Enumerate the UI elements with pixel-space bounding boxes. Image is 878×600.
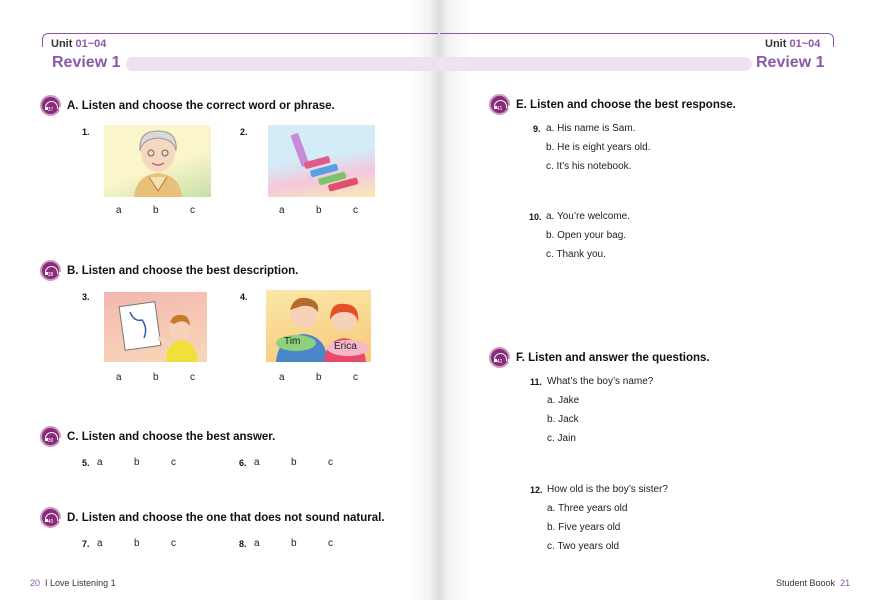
question-12-option-a[interactable]: a. Three years old: [547, 503, 628, 514]
choice-b[interactable]: b: [316, 372, 322, 383]
unit-label-right: Unit 01~04: [762, 38, 823, 50]
section-d-title: D. Listen and choose the one that does not sound natural.: [67, 511, 385, 524]
review-title-right: Review 1: [756, 54, 825, 71]
choice-b[interactable]: b: [134, 457, 140, 468]
choice-b[interactable]: b: [153, 372, 159, 383]
choice-c[interactable]: c: [190, 372, 195, 383]
drawing-boy-picture: [104, 292, 207, 362]
choice-a[interactable]: a: [279, 372, 285, 383]
item-number: 1.: [82, 127, 90, 137]
item-number: 5.: [82, 458, 90, 468]
section-c-heading: [40, 426, 275, 447]
section-e-heading: [489, 94, 736, 115]
item-6-choices: [254, 457, 365, 468]
question-12-text: How old is the boy’s sister?: [547, 484, 668, 495]
audio-track-icon[interactable]: 37: [40, 95, 61, 116]
audio-track-icon[interactable]: 41: [489, 94, 510, 115]
section-f-title: F. Listen and answer the questions.: [516, 351, 710, 364]
choice-c[interactable]: c: [328, 538, 333, 549]
page-number-left: 20: [30, 578, 41, 588]
review-banner-bar: [126, 57, 752, 71]
question-10-option-b[interactable]: b. Open your bag.: [546, 230, 627, 241]
choice-c[interactable]: c: [353, 372, 358, 383]
item-7-choices: [97, 538, 208, 549]
audio-track-icon[interactable]: 38: [40, 260, 61, 281]
audio-track-icon[interactable]: 39: [40, 426, 61, 447]
question-10-option-a[interactable]: a. You’re welcome.: [546, 211, 630, 222]
item-number: 7.: [82, 539, 90, 549]
choice-c[interactable]: c: [353, 205, 358, 216]
section-b-heading: [40, 260, 298, 281]
item-number: 6.: [239, 458, 247, 468]
question-9-option-b[interactable]: b. He is eight years old.: [546, 142, 651, 153]
question-12-option-c[interactable]: c. Two years old: [547, 541, 620, 552]
choice-a[interactable]: a: [254, 457, 260, 468]
choice-a[interactable]: a: [97, 457, 103, 468]
choice-c[interactable]: c: [171, 538, 176, 549]
student-book-label: Student Boook: [776, 578, 836, 588]
choice-a[interactable]: a: [254, 538, 260, 549]
item-5-choices: [97, 457, 208, 468]
tim-and-erica-picture: [266, 290, 371, 362]
grandmother-picture: [104, 125, 211, 197]
item-number: 8.: [239, 539, 247, 549]
item-8-choices: [254, 538, 365, 549]
section-b-title: B. Listen and choose the best description.: [67, 264, 299, 277]
item-number: 2.: [240, 127, 248, 137]
section-c-title: C. Listen and choose the best answer.: [67, 430, 276, 443]
choice-a[interactable]: a: [116, 205, 122, 216]
item-number: 4.: [240, 292, 248, 302]
choice-b[interactable]: b: [134, 538, 140, 549]
question-12-option-b[interactable]: b. Five years old: [547, 522, 621, 533]
markers-picture: [268, 125, 375, 197]
question-11-option-a[interactable]: a. Jake: [547, 395, 580, 406]
question-11-option-b[interactable]: b. Jack: [547, 414, 579, 425]
footer-right: [776, 578, 850, 588]
choice-c[interactable]: c: [190, 205, 195, 216]
erica-label: Erica: [334, 341, 357, 352]
question-11-text: What’s the boy’s name?: [547, 376, 654, 387]
choice-b[interactable]: b: [291, 538, 297, 549]
section-a-title: A. Listen and choose the correct word or phrase.: [67, 99, 335, 112]
question-9-number: 9.: [533, 124, 541, 134]
choice-b[interactable]: b: [153, 205, 159, 216]
book-gutter: [408, 0, 470, 600]
unit-label-left: Unit 01~04: [48, 38, 109, 50]
book-title: I Love Listening 1: [45, 578, 116, 588]
question-10-number: 10.: [529, 212, 542, 222]
section-e-title: E. Listen and choose the best response.: [516, 98, 736, 111]
section-a-heading: [40, 95, 335, 116]
item-3-choices: [116, 372, 227, 383]
item-4-choices: [279, 372, 390, 383]
choice-b[interactable]: b: [316, 205, 322, 216]
item-2-choices: [279, 205, 390, 216]
section-f-heading: [489, 347, 710, 368]
question-11-option-c[interactable]: c. Jain: [547, 433, 576, 444]
choice-c[interactable]: c: [328, 457, 333, 468]
choice-a[interactable]: a: [279, 205, 285, 216]
question-12-number: 12.: [530, 485, 543, 495]
item-1-choices: [116, 205, 227, 216]
question-9-option-a[interactable]: a. His name is Sam.: [546, 123, 636, 134]
footer-left: [30, 578, 116, 588]
section-d-heading: [40, 507, 385, 528]
tim-label: Tim: [284, 336, 301, 347]
audio-track-icon[interactable]: 40: [40, 507, 61, 528]
choice-a[interactable]: a: [116, 372, 122, 383]
question-11-number: 11.: [530, 377, 543, 387]
review-title-left: Review 1: [52, 54, 121, 71]
choice-b[interactable]: b: [291, 457, 297, 468]
question-9-option-c[interactable]: c. It’s his notebook.: [546, 161, 632, 172]
item-number: 3.: [82, 292, 90, 302]
choice-c[interactable]: c: [171, 457, 176, 468]
page-number-right: 21: [840, 578, 851, 588]
choice-a[interactable]: a: [97, 538, 103, 549]
question-10-option-c[interactable]: c. Thank you.: [546, 249, 606, 260]
audio-track-icon[interactable]: 42: [489, 347, 510, 368]
